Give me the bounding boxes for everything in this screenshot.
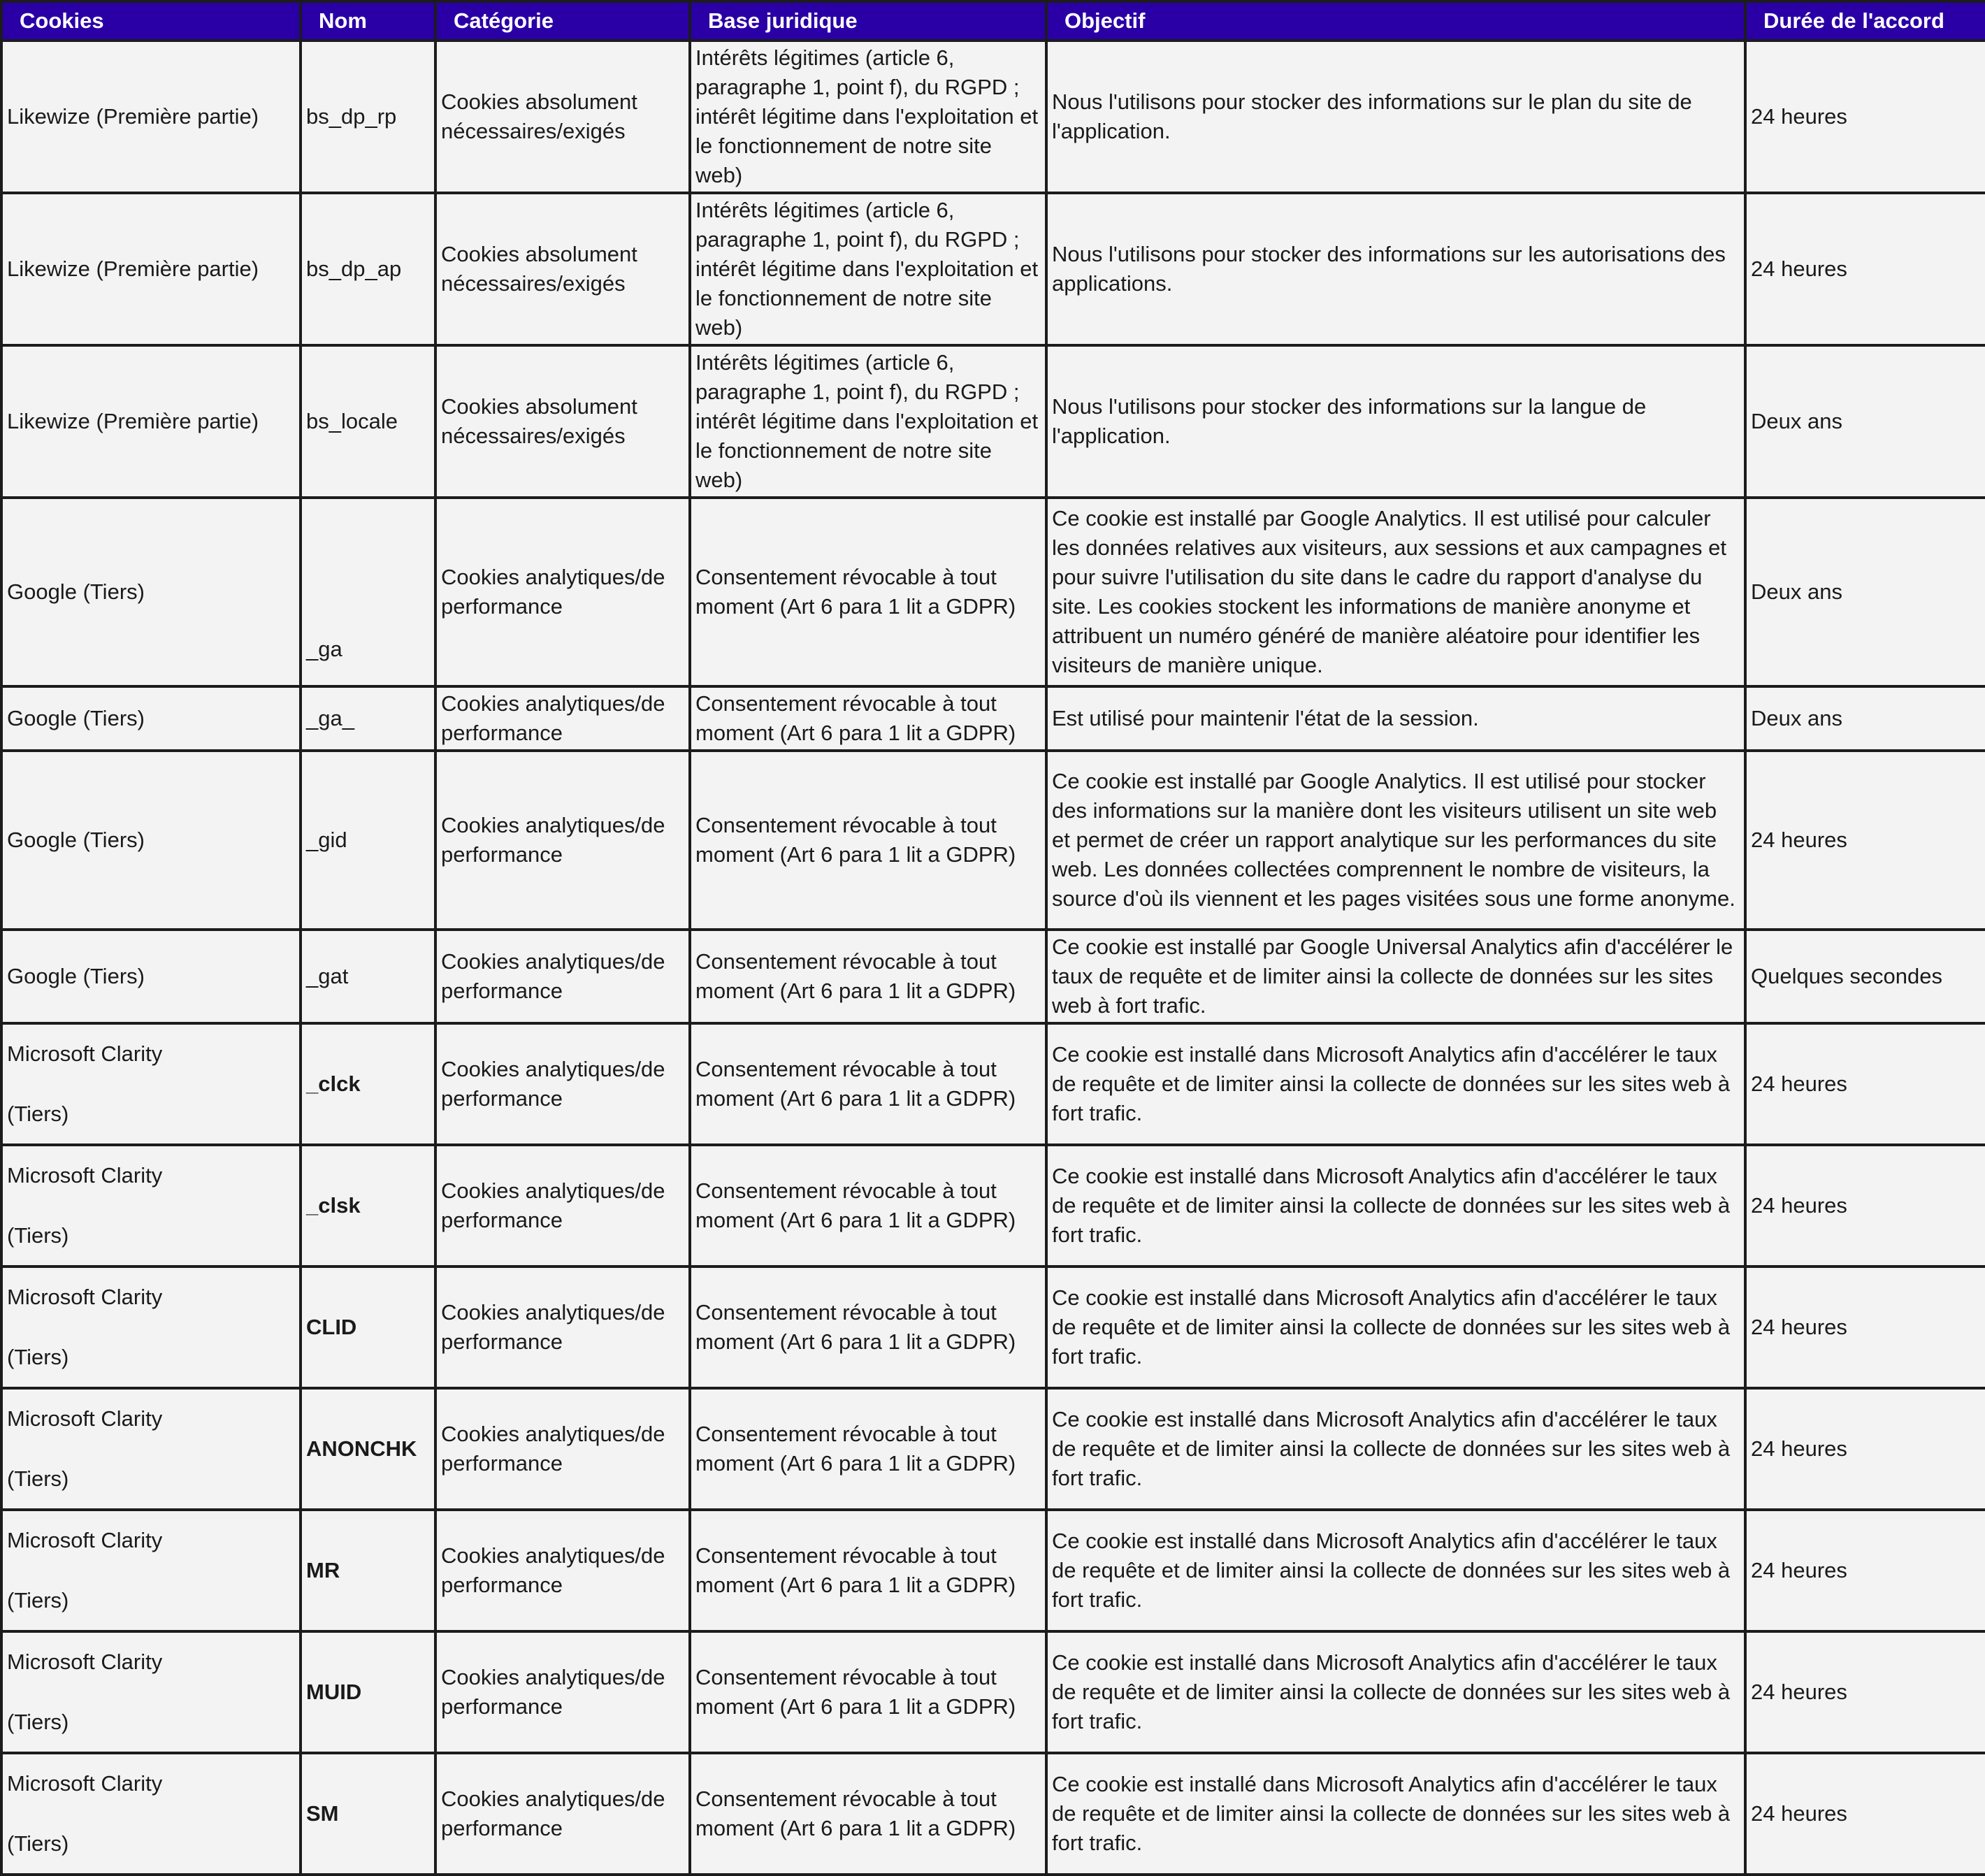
cookie-legal-basis: Consentement révocable à tout moment (Art 6 para 1 lit a GDPR) xyxy=(690,1023,1046,1145)
table-row xyxy=(1,1267,1985,1388)
vendor-spacer xyxy=(7,1677,295,1708)
cookie-vendor xyxy=(1,498,301,686)
cookie-legal-basis: Consentement révocable à tout moment (Art 6 para 1 lit a GDPR) xyxy=(690,1631,1046,1753)
header-purpose: Objectif xyxy=(1046,1,1745,41)
table-row xyxy=(1,41,1985,193)
table-row xyxy=(1,930,1985,1023)
cookie-vendor-party: (Tiers) xyxy=(7,1466,69,1491)
cookie-name: _ga xyxy=(301,498,435,686)
cookie-name: CLID xyxy=(301,1267,435,1388)
header-cookies: Cookies xyxy=(1,1,301,41)
cookie-category: Cookies analytiques/de performance xyxy=(435,1631,690,1753)
cookie-legal-basis: Consentement révocable à tout moment (Art 6 para 1 lit a GDPR) xyxy=(690,1145,1046,1267)
cookie-category: Cookies absolument nécessaires/exigés xyxy=(435,41,690,193)
header-row xyxy=(1,1,1985,41)
cookie-vendor xyxy=(1,1631,301,1753)
cookie-vendor xyxy=(1,345,301,498)
cookie-vendor-party: (Tiers) xyxy=(7,1710,69,1734)
cookie-vendor xyxy=(1,751,301,930)
cookie-category: Cookies analytiques/de performance xyxy=(435,751,690,930)
cookie-purpose: Ce cookie est installé par Google Analytics. Il est utilisé pour calculer les données relatives aux visiteurs, aux sessions et aux campagnes et pour suivre l'utilisation du site dans le cadre du rapport d'analyse du site. Les cookies stockent les informations de manière anonyme et attribuent un numéro généré de manière aléatoire pour identifier les visiteurs de manière unique. xyxy=(1046,498,1745,686)
cookie-purpose: Ce cookie est installé dans Microsoft Analytics afin d'accélérer le taux de requête et de limiter ainsi la collecte de données sur les sites web à fort trafic. xyxy=(1046,1510,1745,1631)
cookie-vendor-party: (Tiers) xyxy=(7,1588,69,1612)
cookie-vendor-name: Google (Tiers) xyxy=(7,706,145,730)
cookie-legal-basis: Intérêts légitimes (article 6, paragraphe 1, point f), du RGPD ; intérêt légitime dans l'exploitation et le fonctionnement de notre site web) xyxy=(690,345,1046,498)
cookie-name: bs_dp_ap xyxy=(301,193,435,345)
table-row xyxy=(1,686,1985,751)
cookie-vendor-party: (Tiers) xyxy=(7,1223,69,1248)
cookie-legal-basis: Consentement révocable à tout moment (Art 6 para 1 lit a GDPR) xyxy=(690,1267,1046,1388)
cookie-category: Cookies analytiques/de performance xyxy=(435,686,690,751)
cookie-vendor xyxy=(1,41,301,193)
header-name: Nom xyxy=(301,1,435,41)
vendor-spacer xyxy=(7,1434,295,1464)
cookie-legal-basis: Consentement révocable à tout moment (Art 6 para 1 lit a GDPR) xyxy=(690,498,1046,686)
table-row xyxy=(1,1388,1985,1510)
cookie-name: MUID xyxy=(301,1631,435,1753)
table-body xyxy=(1,41,1985,1875)
table-row xyxy=(1,1145,1985,1267)
cookie-name: _ga_ xyxy=(301,686,435,751)
vendor-spacer xyxy=(7,1798,295,1829)
cookie-vendor xyxy=(1,193,301,345)
table-row xyxy=(1,193,1985,345)
table-row xyxy=(1,751,1985,930)
vendor-spacer xyxy=(7,1190,295,1221)
header-category: Catégorie xyxy=(435,1,690,41)
cookie-purpose: Est utilisé pour maintenir l'état de la session. xyxy=(1046,686,1745,751)
cookie-name: _gat xyxy=(301,930,435,1023)
header-legal-basis: Base juridique xyxy=(690,1,1046,41)
cookie-duration: 24 heures xyxy=(1745,1023,1985,1145)
cookie-duration: 24 heures xyxy=(1745,1631,1985,1753)
cookie-vendor-party: (Tiers) xyxy=(7,1102,69,1126)
cookie-category: Cookies analytiques/de performance xyxy=(435,1145,690,1267)
cookie-duration: 24 heures xyxy=(1745,41,1985,193)
cookie-category: Cookies absolument nécessaires/exigés xyxy=(435,193,690,345)
cookie-legal-basis: Consentement révocable à tout moment (Art 6 para 1 lit a GDPR) xyxy=(690,686,1046,751)
cookie-legal-basis: Consentement révocable à tout moment (Art 6 para 1 lit a GDPR) xyxy=(690,1388,1046,1510)
table-row xyxy=(1,345,1985,498)
cookie-legal-basis: Intérêts légitimes (article 6, paragraphe 1, point f), du RGPD ; intérêt légitime dans l'exploitation et le fonctionnement de notre site web) xyxy=(690,193,1046,345)
cookie-vendor-name: Google (Tiers) xyxy=(7,828,145,852)
cookie-category: Cookies analytiques/de performance xyxy=(435,1267,690,1388)
cookie-legal-basis: Consentement révocable à tout moment (Art 6 para 1 lit a GDPR) xyxy=(690,751,1046,930)
cookie-purpose: Ce cookie est installé dans Microsoft Analytics afin d'accélérer le taux de requête et de limiter ainsi la collecte de données sur les sites web à fort trafic. xyxy=(1046,1145,1745,1267)
cookie-purpose: Nous l'utilisons pour stocker des informations sur la langue de l'application. xyxy=(1046,345,1745,498)
table-row xyxy=(1,1023,1985,1145)
cookie-vendor xyxy=(1,930,301,1023)
header-duration: Durée de l'accord xyxy=(1745,1,1985,41)
cookie-purpose: Ce cookie est installé dans Microsoft Analytics afin d'accélérer le taux de requête et de limiter ainsi la collecte de données sur les sites web à fort trafic. xyxy=(1046,1267,1745,1388)
cookie-vendor-name: Likewize (Première partie) xyxy=(7,409,259,433)
cookie-duration: 24 heures xyxy=(1745,1753,1985,1875)
cookie-vendor-name: Likewize (Première partie) xyxy=(7,104,259,129)
cookie-vendor-name: Google (Tiers) xyxy=(7,964,145,988)
cookie-name: bs_locale xyxy=(301,345,435,498)
cookie-duration: 24 heures xyxy=(1745,1145,1985,1267)
cookie-vendor-name: Likewize (Première partie) xyxy=(7,257,259,281)
cookie-vendor-name: Microsoft Clarity xyxy=(7,1406,163,1431)
cookie-duration: Deux ans xyxy=(1745,498,1985,686)
cookie-purpose: Ce cookie est installé dans Microsoft Analytics afin d'accélérer le taux de requête et de limiter ainsi la collecte de données sur les sites web à fort trafic. xyxy=(1046,1023,1745,1145)
cookie-duration: 24 heures xyxy=(1745,751,1985,930)
table-row xyxy=(1,1753,1985,1875)
vendor-spacer xyxy=(7,1312,295,1343)
cookie-duration: 24 heures xyxy=(1745,1388,1985,1510)
cookie-vendor-name: Microsoft Clarity xyxy=(7,1771,163,1796)
cookie-category: Cookies analytiques/de performance xyxy=(435,498,690,686)
cookie-purpose: Ce cookie est installé par Google Universal Analytics afin d'accélérer le taux de requête et de limiter ainsi la collecte de données sur les sites web à fort trafic. xyxy=(1046,930,1745,1023)
cookie-duration: 24 heures xyxy=(1745,1267,1985,1388)
cookie-duration: Quelques secondes xyxy=(1745,930,1985,1023)
cookie-duration: Deux ans xyxy=(1745,686,1985,751)
table-row xyxy=(1,1631,1985,1753)
cookie-vendor xyxy=(1,1388,301,1510)
cookie-vendor-name: Microsoft Clarity xyxy=(7,1528,163,1552)
cookie-purpose: Nous l'utilisons pour stocker des informations sur les autorisations des applications. xyxy=(1046,193,1745,345)
cookie-purpose: Ce cookie est installé dans Microsoft Analytics afin d'accélérer le taux de requête et de limiter ainsi la collecte de données sur les sites web à fort trafic. xyxy=(1046,1753,1745,1875)
cookie-category: Cookies analytiques/de performance xyxy=(435,1388,690,1510)
cookie-duration: Deux ans xyxy=(1745,345,1985,498)
cookie-name: _clck xyxy=(301,1023,435,1145)
cookie-vendor-name: Microsoft Clarity xyxy=(7,1041,163,1066)
cookie-vendor xyxy=(1,1023,301,1145)
cookie-name: SM xyxy=(301,1753,435,1875)
cookie-vendor xyxy=(1,686,301,751)
cookie-purpose: Ce cookie est installé dans Microsoft Analytics afin d'accélérer le taux de requête et de limiter ainsi la collecte de données sur les sites web à fort trafic. xyxy=(1046,1388,1745,1510)
cookie-purpose: Ce cookie est installé par Google Analytics. Il est utilisé pour stocker des informations sur la manière dont les visiteurs utilisent un site web et permet de créer un rapport analytique sur les performances du site web. Les données collectées comprennent le nombre de visiteurs, la source d'où ils viennent et les pages visitées sous une forme anonyme. xyxy=(1046,751,1745,930)
cookie-category: Cookies absolument nécessaires/exigés xyxy=(435,345,690,498)
cookie-category: Cookies analytiques/de performance xyxy=(435,1023,690,1145)
table-row xyxy=(1,1510,1985,1631)
cookie-vendor xyxy=(1,1145,301,1267)
cookie-legal-basis: Consentement révocable à tout moment (Art 6 para 1 lit a GDPR) xyxy=(690,1753,1046,1875)
cookie-purpose: Ce cookie est installé dans Microsoft Analytics afin d'accélérer le taux de requête et de limiter ainsi la collecte de données sur les sites web à fort trafic. xyxy=(1046,1631,1745,1753)
cookie-vendor-name: Microsoft Clarity xyxy=(7,1163,163,1188)
cookie-vendor-name: Microsoft Clarity xyxy=(7,1285,163,1309)
cookie-vendor-name: Google (Tiers) xyxy=(7,579,145,604)
cookie-legal-basis: Intérêts légitimes (article 6, paragraphe 1, point f), du RGPD ; intérêt légitime dans l'exploitation et le fonctionnement de notre site web) xyxy=(690,41,1046,193)
cookie-name: MR xyxy=(301,1510,435,1631)
cookie-vendor xyxy=(1,1510,301,1631)
cookie-duration: 24 heures xyxy=(1745,193,1985,345)
cookie-legal-basis: Consentement révocable à tout moment (Art 6 para 1 lit a GDPR) xyxy=(690,930,1046,1023)
cookie-category: Cookies analytiques/de performance xyxy=(435,1510,690,1631)
cookie-name: ANONCHK xyxy=(301,1388,435,1510)
cookie-legal-basis: Consentement révocable à tout moment (Art 6 para 1 lit a GDPR) xyxy=(690,1510,1046,1631)
cookie-duration: 24 heures xyxy=(1745,1510,1985,1631)
vendor-spacer xyxy=(7,1555,295,1586)
table-header xyxy=(1,1,1985,41)
cookie-name: bs_dp_rp xyxy=(301,41,435,193)
cookie-category: Cookies analytiques/de performance xyxy=(435,930,690,1023)
vendor-spacer xyxy=(7,1069,295,1099)
cookie-vendor-party: (Tiers) xyxy=(7,1345,69,1369)
cookie-vendor xyxy=(1,1753,301,1875)
cookie-name: _clsk xyxy=(301,1145,435,1267)
cookie-purpose: Nous l'utilisons pour stocker des informations sur le plan du site de l'application. xyxy=(1046,41,1745,193)
cookie-vendor-party: (Tiers) xyxy=(7,1831,69,1856)
cookie-name: _gid xyxy=(301,751,435,930)
cookie-category: Cookies analytiques/de performance xyxy=(435,1753,690,1875)
table-row xyxy=(1,498,1985,686)
cookie-vendor xyxy=(1,1267,301,1388)
cookie-vendor-name: Microsoft Clarity xyxy=(7,1650,163,1674)
